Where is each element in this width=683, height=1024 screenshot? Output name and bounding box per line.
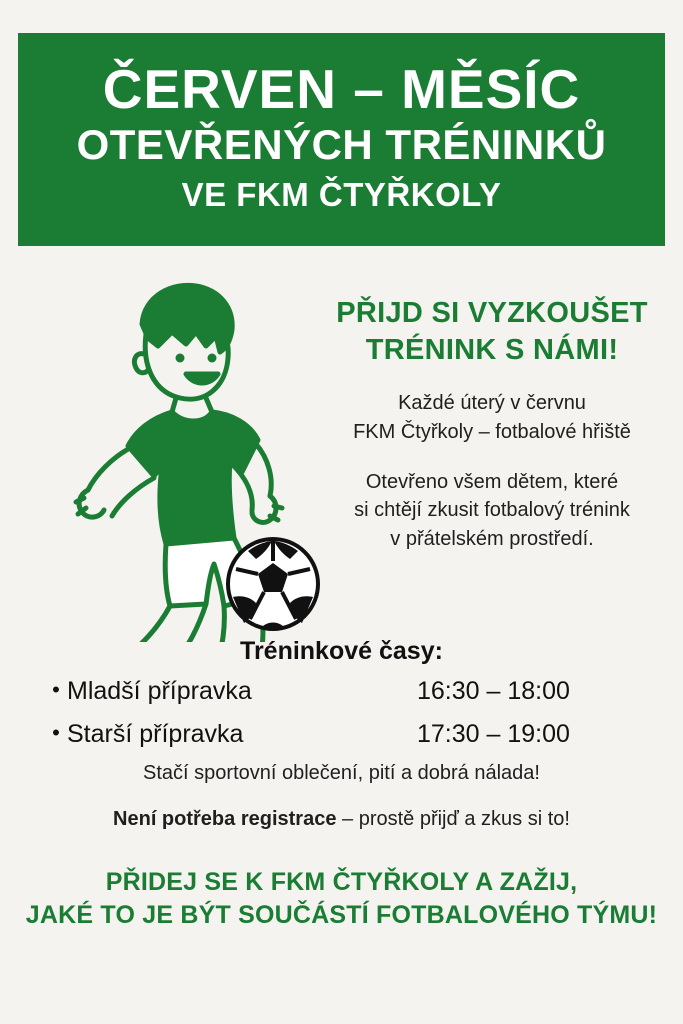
training-times-list — [45, 672, 645, 758]
training-group-label: Mladší přípravka — [67, 677, 252, 705]
paragraph-who-line2: si chtějí zkusit fotbalový trénink — [354, 499, 630, 522]
header-title-line3: VE FKM ČTYŘKOLY — [181, 175, 502, 213]
paragraph-when — [316, 389, 668, 446]
bullet-icon: • — [52, 677, 60, 702]
note-registration — [0, 808, 683, 831]
soccer-ball-icon — [224, 535, 322, 638]
training-times-title: Tréninkové časy: — [240, 637, 443, 665]
footer-line2: JAKÉ TO JE BÝT SOUČÁSTÍ FOTBALOVÉHO TÝMU! — [25, 901, 658, 929]
paragraph-when-line1: Každé úterý v červnu — [398, 392, 586, 415]
headline-line1: PŘIJD SI VYZKOUŠET — [336, 297, 648, 329]
training-time-value: 16:30 – 18:00 — [417, 677, 570, 705]
list-item — [45, 672, 645, 711]
header-title-line1: ČERVEN – MĚSÍC — [102, 58, 581, 121]
note-registration-bold: Není potřeba registrace — [113, 808, 337, 830]
header-banner — [18, 33, 665, 246]
paragraph-who-line1: Otevřeno všem dětem, které — [365, 471, 619, 493]
training-group-label: Starší přípravka — [67, 719, 244, 748]
right-column — [316, 295, 668, 553]
paragraph-who — [316, 468, 668, 553]
bullet-icon: • — [52, 719, 60, 745]
list-item — [45, 715, 645, 754]
paragraph-when-line2: FKM Čtyřkoly – fotbalové hřiště — [353, 420, 631, 443]
training-time-value: 17:30 – 19:00 — [417, 719, 570, 748]
note-equipment: Stačí sportovní oblečení, pití a dobrá nálada! — [143, 762, 540, 784]
header-title-line2: OTEVŘENÝCH TRÉNINKŮ — [76, 120, 607, 168]
headline-line2: TRÉNINK S NÁMI! — [365, 334, 619, 367]
headline — [316, 295, 668, 369]
paragraph-who-line3: v přátelském prostředí. — [390, 527, 594, 550]
footer-line1: PŘIDEJ SE K FKM ČTYŘKOLY A ZAŽIJ, — [105, 868, 578, 896]
footer-call-to-action — [0, 866, 683, 932]
note-registration-rest: – prostě přijď a zkus si to! — [336, 808, 570, 830]
